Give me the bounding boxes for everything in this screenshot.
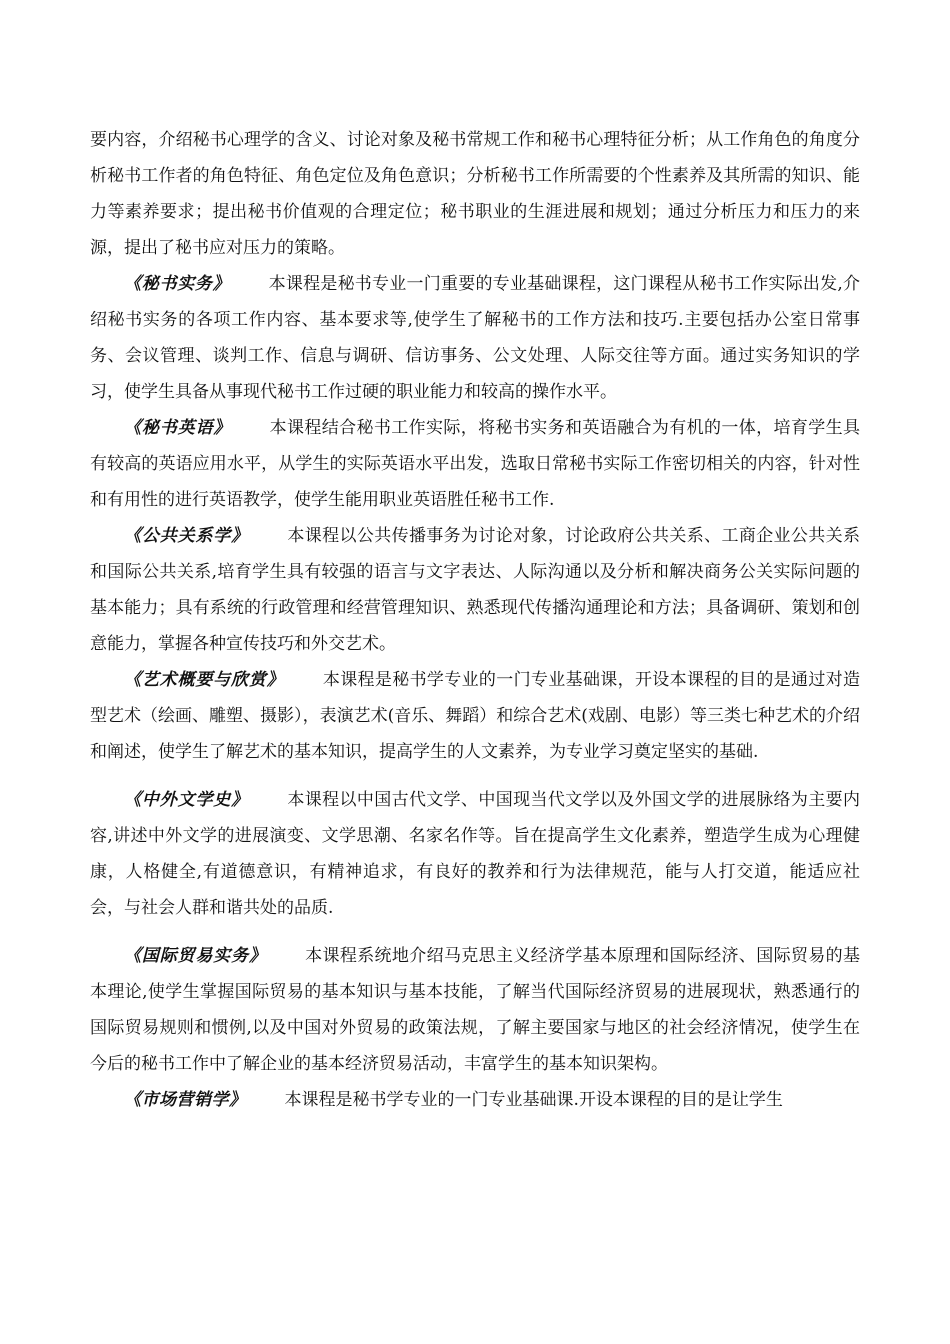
course-description: 本课程是秘书学专业的一门专业基础课.开设本课程的目的是让学生 <box>284 1090 783 1110</box>
course-description: 本课程是秘书学专业的一门专业基础课，开设本课程的目的是通过对造型艺术（绘画、雕塑、摄影），表演艺术(音乐、舞蹈）和综合艺术(戏剧、电影）等三类七种艺术的介绍和阐述，使学生了解艺术的基本知识，提高学生的人文素养，为专业学习奠定坚实的基础. <box>90 670 861 762</box>
intro-paragraph: 要内容，介绍秘书心理学的含义、讨论对象及秘书常规工作和秘书心理特征分析；从工作角色的角度分析秘书工作者的角色特征、角色定位及角色意识；分析秘书工作所需要的个性素养及其所需的知识、能力等素养要求；提出秘书价值观的合理定位；秘书职业的生涯进展和规划；通过分析压力和压力的来源，提出了秘书应对压力的策略。 <box>90 130 860 258</box>
course-description: 本课程是秘书专业一门重要的专业基础课程，这门课程从秘书工作实际出发,介绍秘书实务的各项工作内容、基本要求等,使学生了解秘书的工作方法和技巧.主要包括办公室日常事务、会议管理、谈判工作、信息与调研、信访事务、公文处理、人际交往等方面。通过实务知识的学习，使学生具备从事现代秘书工作过硬的职业能力和较高的操作水平。 <box>90 274 860 402</box>
course-paragraph-art-appreciation <box>90 662 860 770</box>
course-description: 本课程以公共传播事务为讨论对象，讨论政府公共关系、工商企业公共关系和国际公共关系,培育学生具有较强的语言与文字表达、人际沟通以及分析和解决商务公关实际问题的基本能力；具有系统的行政管理和经营管理知识、熟悉现代传播沟通理论和方法；具备调研、策划和创意能力，掌握各种宣传技巧和外交艺术。 <box>90 526 861 654</box>
course-paragraph-secretarial-english <box>90 410 860 518</box>
course-title: 《秘书英语》 <box>124 418 232 438</box>
course-title: 《秘书实务》 <box>124 274 231 294</box>
course-paragraph-international-trade <box>90 938 860 1082</box>
course-paragraph-secretarial-practice <box>90 266 860 410</box>
course-paragraph-marketing <box>90 1082 860 1118</box>
course-paragraph-literature-history <box>90 782 860 926</box>
course-title: 《国际贸易实务》 <box>124 946 267 966</box>
course-title: 《公共关系学》 <box>124 526 250 546</box>
course-title: 《市场营销学》 <box>124 1090 247 1110</box>
course-paragraph-public-relations <box>90 518 860 662</box>
course-title: 《艺术概要与欣赏》 <box>124 670 285 690</box>
course-description: 本课程结合秘书工作实际，将秘书实务和英语融合为有机的一体，培育学生具有较高的英语应用水平，从学生的实际英语水平出发，选取日常秘书实际工作密切相关的内容，针对性和有用性的进行英语教学，使学生能用职业英语胜任秘书工作. <box>90 418 860 510</box>
document-page <box>90 122 860 1118</box>
course-description: 本课程以中国古代文学、中国现当代文学以及外国文学的进展脉络为主要内容,讲述中外文学的进展演变、文学思潮、名家名作等。旨在提高学生文化素养，塑造学生成为心理健康，人格健全,有道德意识，有精神追求，有良好的教养和行为法律规范，能与人打交道，能适应社会，与社会人群和谐共处的品质. <box>90 790 861 918</box>
course-description: 本课程系统地介绍马克思主义经济学基本原理和国际经济、国际贸易的基本理论,使学生掌握国际贸易的基本知识与基本技能，了解当代国际经济贸易的进展现状，熟悉通行的国际贸易规则和惯例,以及中国对外贸易的政策法规，了解主要国家与地区的社会经济情况，使学生在今后的秘书工作中了解企业的基本经济贸易活动，丰富学生的基本知识架构。 <box>90 946 861 1074</box>
course-title: 《中外文学史》 <box>124 790 250 810</box>
